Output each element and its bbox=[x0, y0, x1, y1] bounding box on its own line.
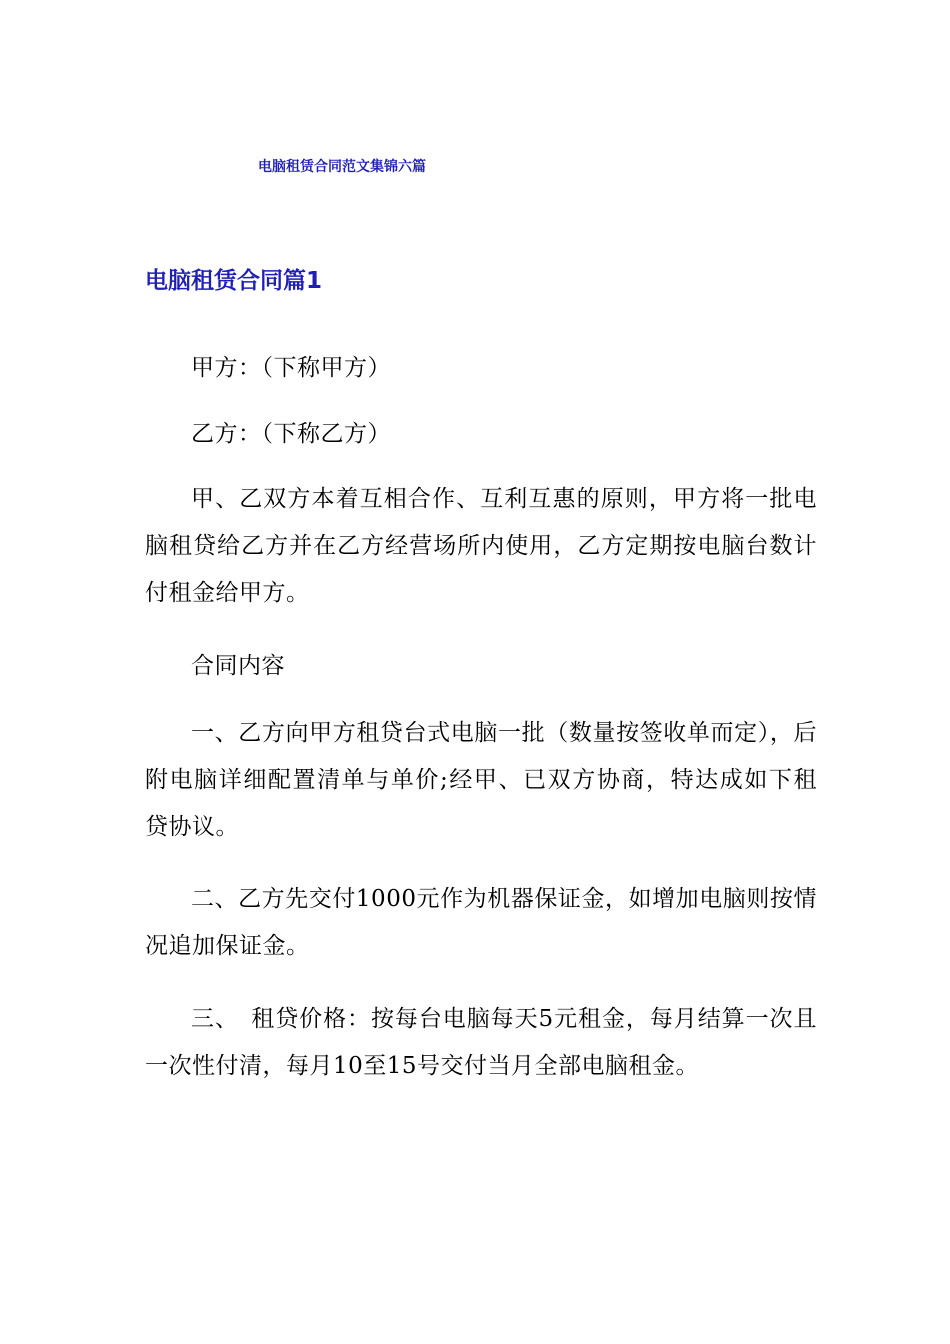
contract-content-heading: 合同内容 bbox=[191, 653, 285, 679]
clause-3: 三、 租贷价格：按每台电脑每天5元租金，每月结算一次且 一次性付清，每月10至15号交付当月全部电脑租金。 bbox=[145, 1006, 817, 1079]
document-title: 电脑租赁合同范文集锦六篇 bbox=[258, 159, 426, 175]
party-b-line: 乙方：（下称乙方） bbox=[191, 421, 391, 447]
party-a-line: 甲方：（下称甲方） bbox=[191, 355, 391, 381]
section-heading: 电脑租赁合同篇1 bbox=[145, 268, 323, 294]
intro-paragraph: 甲、乙双方本着互相合作、互利互惠的原则，甲方将一批电脑租贷给乙方并在乙方经营场所内使用，乙方定期按电脑台数计付租金给甲方。 bbox=[145, 486, 817, 606]
clause-1: 一、乙方向甲方租贷台式电脑一批（数量按签收单而定），后 附电脑详细配置清单与单价;经甲、已双方协商，特达成如下租 贷协议。 bbox=[145, 720, 817, 840]
clause-2: 二、乙方先交付1000元作为机器保证金，如增加电脑则按情况追加保证金。 bbox=[145, 886, 817, 959]
